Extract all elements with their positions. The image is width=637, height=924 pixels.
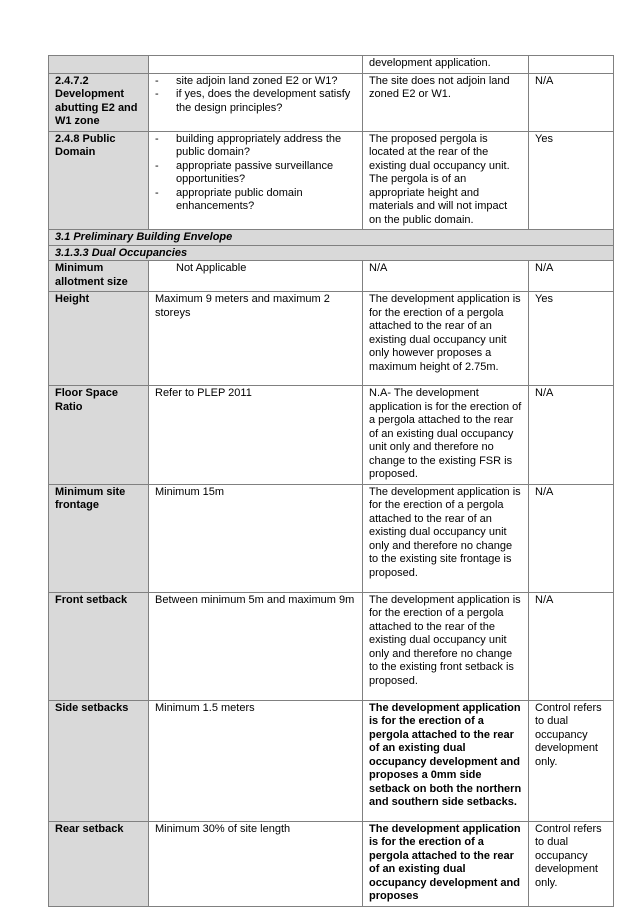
table-row xyxy=(49,484,614,592)
control-cell xyxy=(149,73,363,131)
control-cell: Maximum 9 meters and maximum 2 storeys xyxy=(149,292,363,386)
control-text: Not Applicable xyxy=(176,262,247,274)
control-cell: Minimum 1.5 meters xyxy=(149,700,363,821)
row-heading: Minimum site frontage xyxy=(49,484,149,592)
compliance-table xyxy=(48,55,614,907)
table-row xyxy=(49,386,614,485)
table-row xyxy=(49,73,614,131)
control-cell xyxy=(149,261,363,292)
section-row xyxy=(49,245,614,261)
table-row xyxy=(49,821,614,906)
control-cell: Minimum 15m xyxy=(149,484,363,592)
row-heading: 2.4.7.2 Development abutting E2 and W1 zone xyxy=(49,73,149,131)
list-item: - building appropriately address the public domain? xyxy=(155,133,356,160)
row-heading: Floor Space Ratio xyxy=(49,386,149,485)
row-heading: Height xyxy=(49,292,149,386)
control-list xyxy=(155,133,356,214)
row-heading: Front setback xyxy=(49,592,149,700)
proposal-cell: N/A xyxy=(363,261,529,292)
proposal-cell: The development application is for the erection of a pergola attached to the rear of an existing dual occupancy unit only and therefore no change to the existing site frontage is proposed. xyxy=(363,484,529,592)
row-heading: Rear setback xyxy=(49,821,149,906)
control-list xyxy=(155,75,356,116)
proposal-cell: development application. xyxy=(363,56,529,74)
compliance-cell: N/A xyxy=(529,261,614,292)
section-heading: 3.1.3.3 Dual Occupancies xyxy=(49,245,614,261)
list-item: - appropriate passive surveillance opportunities? xyxy=(155,160,356,187)
table-row xyxy=(49,261,614,292)
table-row xyxy=(49,292,614,386)
control-cell: Between minimum 5m and maximum 9m xyxy=(149,592,363,700)
table-row xyxy=(49,131,614,230)
control-cell: Refer to PLEP 2011 xyxy=(149,386,363,485)
row-heading xyxy=(49,56,149,74)
list-item: - site adjoin land zoned E2 or W1? xyxy=(155,75,356,89)
row-heading: Side setbacks xyxy=(49,700,149,821)
list-item: - appropriate public domain enhancements? xyxy=(155,187,356,214)
compliance-cell: N/A xyxy=(529,386,614,485)
control-cell xyxy=(149,56,363,74)
compliance-cell: N/A xyxy=(529,484,614,592)
proposal-cell: N.A- The development application is for the erection of a pergola attached to the rear of an existing dual occupancy unit only and therefore no change to the existing FSR is proposed. xyxy=(363,386,529,485)
compliance-cell: Control refers to dual occupancy development only. xyxy=(529,700,614,821)
section-row xyxy=(49,230,614,246)
control-cell: Minimum 30% of site length xyxy=(149,821,363,906)
table-row xyxy=(49,592,614,700)
table-row xyxy=(49,56,614,74)
proposal-cell: The development application is for the erection of a pergola attached to the rear of an existing dual occupancy development and proposes a 0mm side setback on both the northern and southern side setbacks. xyxy=(363,700,529,821)
proposal-cell: The site does not adjoin land zoned E2 or W1. xyxy=(363,73,529,131)
control-cell xyxy=(149,131,363,230)
proposal-cell: The development application is for the erection of a pergola attached to the rear of an existing dual occupancy development and proposes xyxy=(363,821,529,906)
table-row xyxy=(49,700,614,821)
proposal-cell: The proposed pergola is located at the rear of the existing dual occupancy unit. The pergola is of an appropriate height and materials and will not impact on the public domain. xyxy=(363,131,529,230)
proposal-cell: The development application is for the erection of a pergola attached to the rear of an existing dual occupancy unit only however proposes a maximum height of 2.75m. xyxy=(363,292,529,386)
compliance-cell xyxy=(529,56,614,74)
row-heading: 2.4.8 Public Domain xyxy=(49,131,149,230)
row-heading: Minimum allotment size xyxy=(49,261,149,292)
list-item: - if yes, does the development satisfy the design principles? xyxy=(155,88,356,115)
compliance-cell: N/A xyxy=(529,73,614,131)
compliance-cell: N/A xyxy=(529,592,614,700)
section-heading: 3.1 Preliminary Building Envelope xyxy=(49,230,614,246)
compliance-cell: Yes xyxy=(529,292,614,386)
compliance-cell: Control refers to dual occupancy development only. xyxy=(529,821,614,906)
document-page xyxy=(48,55,613,907)
compliance-cell: Yes xyxy=(529,131,614,230)
proposal-cell: The development application is for the erection of a pergola attached to the rear of the existing dual occupancy unit only and therefore no change to the existing front setback is proposed. xyxy=(363,592,529,700)
